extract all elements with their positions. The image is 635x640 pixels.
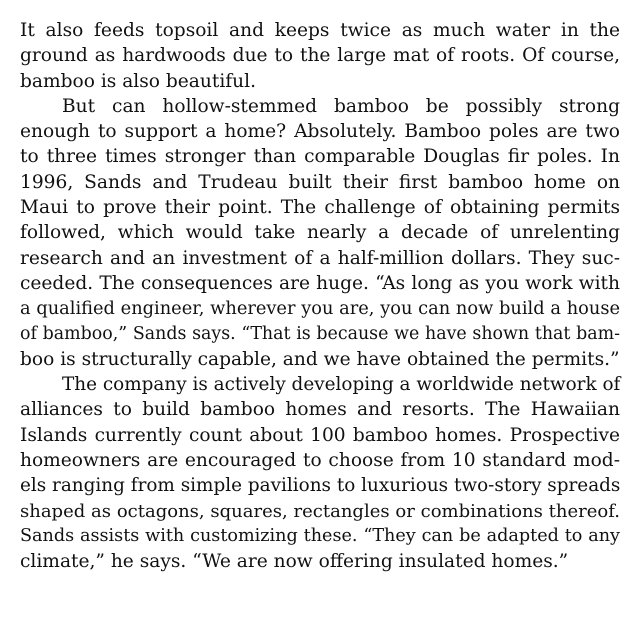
text-line: alliances to build bamboo homes and resorts. The Hawaiian: [20, 399, 620, 421]
text-line: ceeded. The consequences are huge. “As long as you work with: [20, 272, 620, 294]
text-line: ground as hardwoods due to the large mat of roots. Of course,: [20, 45, 620, 67]
text-line: homeowners are encouraged to choose from 10 standard mod-: [20, 450, 620, 472]
paragraph-3: [20, 372, 620, 574]
text-line: Maui to prove their point. The challenge of obtaining permits: [20, 197, 620, 219]
text-line: research and an investment of a half-million dollars. They suc-: [20, 247, 620, 269]
text-line: els ranging from simple pavilions to luxurious two-story spreads: [20, 475, 621, 497]
text-line: bamboo is also beautiful.: [20, 70, 256, 92]
text-line: It also feeds topsoil and keeps twice as much water in the: [20, 20, 620, 41]
document-page: [20, 18, 620, 575]
text-line: 1996, Sands and Trudeau built their first bamboo home on: [20, 171, 620, 193]
text-line: Sands assists with customizing these. “They can be adapted to any: [20, 525, 620, 546]
text-line: The company is actively developing a worldwide network of: [62, 374, 621, 396]
text-line: shaped as octagons, squares, rectangles or combinations thereof.: [20, 500, 620, 522]
text-line: to three times stronger than comparable Douglas fir poles. In: [20, 146, 620, 168]
paragraph-1: [20, 18, 620, 94]
paragraph-2: [20, 94, 620, 372]
text-line: a qualified engineer, wherever you are, you can now build a house: [20, 298, 620, 320]
text-line: boo is structurally capable, and we have obtained the permits.”: [20, 348, 620, 370]
text-line: But can hollow-stemmed bamboo be possibly strong: [62, 95, 620, 117]
text-line: Islands currently count about 100 bamboo homes. Prospective: [20, 424, 620, 446]
text-line: of bamboo,” Sands says. “That is because we have shown that bam-: [20, 323, 620, 344]
text-line: climate,” he says. “We are now offering insulated homes.”: [20, 551, 569, 573]
text-line: followed, which would take nearly a decade of unrelenting: [20, 222, 620, 244]
text-line: enough to support a home? Absolutely. Bamboo poles are two: [20, 121, 620, 143]
